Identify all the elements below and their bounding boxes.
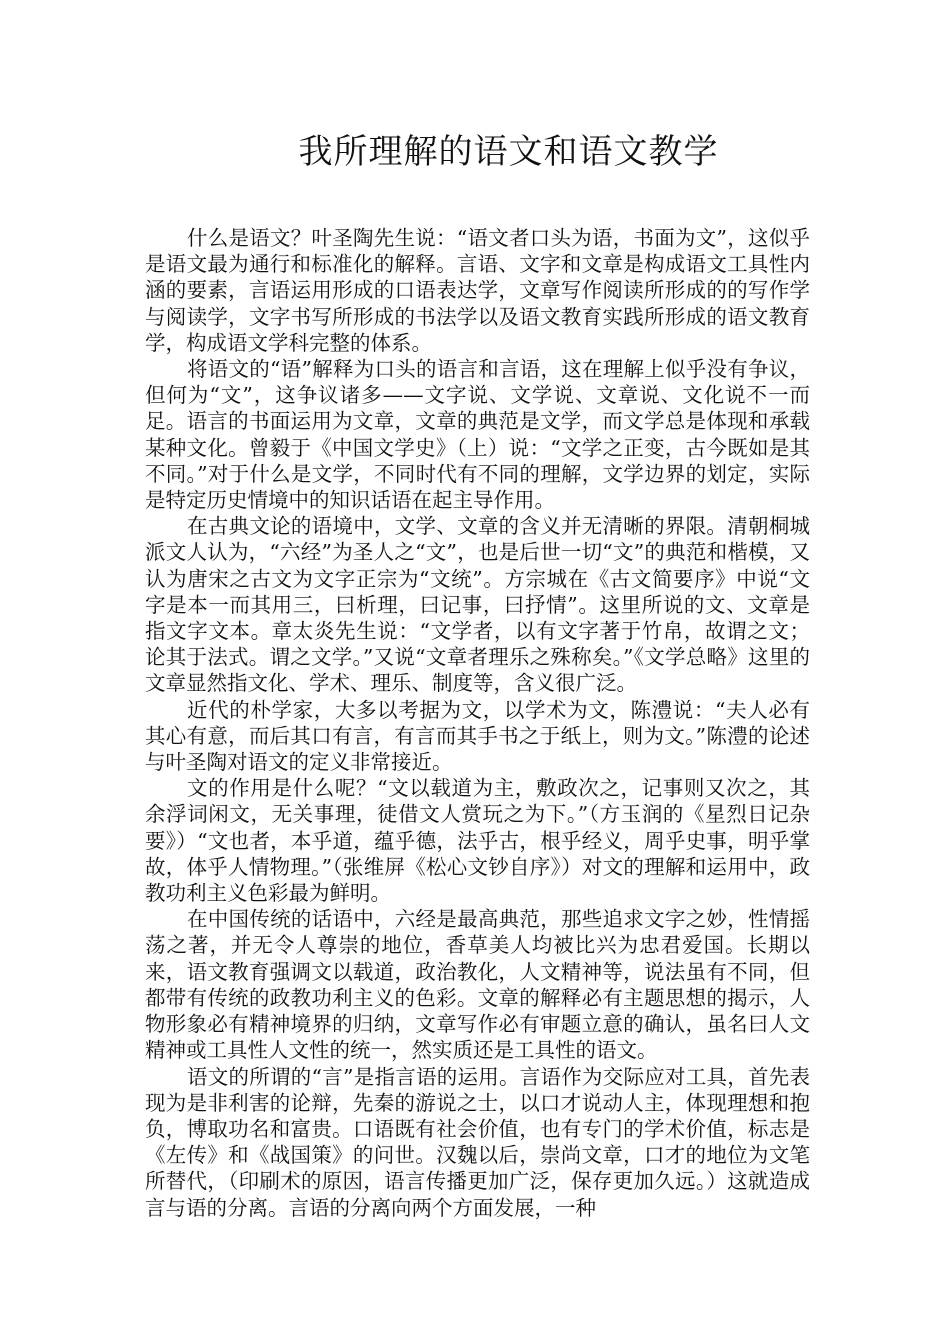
document-body — [145, 225, 810, 1221]
paragraph-6: 在中国传统的话语中，六经是最高典范，那些追求文字之妙，性情摇荡之著，并无令人尊崇的地位，香草美人均被比兴为忠君爱国。长期以来，语文教育强调文以载道，政治教化，人文精神等，说法虽有不同，但都带有传统的政教功利主义的色彩。文章的解释必有主题思想的揭示，人物形象必有精神境界的归纳，文章写作必有审题立意的确认，虽名曰人文精神或工具性人文性的统一，然实质还是工具性的语文。 — [145, 907, 810, 1063]
paragraph-3: 在古典文论的语境中，文学、文章的含义并无清晰的界限。清朝桐城派文人认为，“六经”为圣人之“文”，也是后世一切“文”的典范和楷模，又认为唐宋之古文为文字正宗为“文统”。方宗城在《古文简要序》中说“文字是本一而其用三，曰析理，曰记事，曰抒情”。这里所说的文、文章是指文字文本。章太炎先生说：“文学者，以有文字著于竹帛，故谓之文；论其于法式。谓之文学。”又说“文章者理乐之殊称矣。”《文学总略》这里的文章显然指文化、学术、理乐、制度等，含义很广泛。 — [145, 514, 810, 696]
paragraph-4: 近代的朴学家，大多以考据为文，以学术为文，陈澧说：“夫人必有其心有意，而后其口有言，有言而其手书之于纸上，则为文。”陈澧的论述与叶圣陶对语文的定义非常接近。 — [145, 697, 810, 775]
paragraph-7: 语文的所谓的“言”是指言语的运用。言语作为交际应对工具，首先表现为是非利害的论辩，先秦的游说之士，以口才说动人主，体现理想和抱负，博取功名和富贵。口语既有社会价值，也有专门的学术价值，标志是《左传》和《战国策》的问世。汉魏以后，崇尚文章，口才的地位为文笔所替代，（印刷术的原因，语言传播更加广泛，保存更加久远。）这就造成言与语的分离。言语的分离向两个方面发展，一种 — [145, 1064, 810, 1220]
paragraph-5: 文的作用是什么呢？“文以载道为主，敷政次之，记事则又次之，其余浮词闲文，无关事理，徒借文人赏玩之为下。”（方玉润的《星烈日记杂要》）“文也者，本乎道，蕴乎德，法乎古，根乎经义，周乎史事，明乎掌故，体乎人情物理。”（张维屏《松心文钞自序》）对文的理解和运用中，政教功利主义色彩最为鲜明。 — [145, 776, 810, 906]
paragraph-1: 什么是语文？叶圣陶先生说：“语文者口头为语，书面为文”，这似乎是语文最为通行和标准化的解释。言语、文字和文章是构成语文工具性内涵的要素，言语运用形成的口语表达学，文章写作阅读所形成的的写作学与阅读学，文字书写所形成的书法学以及语文教育实践所形成的语文教育学，构成语文学科完整的体系。 — [145, 226, 810, 355]
document-title: 我所理解的语文和语文教学 — [298, 132, 719, 172]
paragraph-2: 将语文的“语”解释为口头的语言和言语，这在理解上似乎没有争议，但何为“文”，这争议诸多——文字说、文学说、文章说、文化说不一而足。语言的书面运用为文章，文章的典范是文学，而文学总是体现和承载某种文化。曾毅于《中国文学史》（上）说：“文学之正变，古今既如是其不同。”对于什么是文学，不同时代有不同的理解，文学边界的划定，实际是特定历史情境中的知识话语在起主导作用。 — [145, 357, 810, 513]
